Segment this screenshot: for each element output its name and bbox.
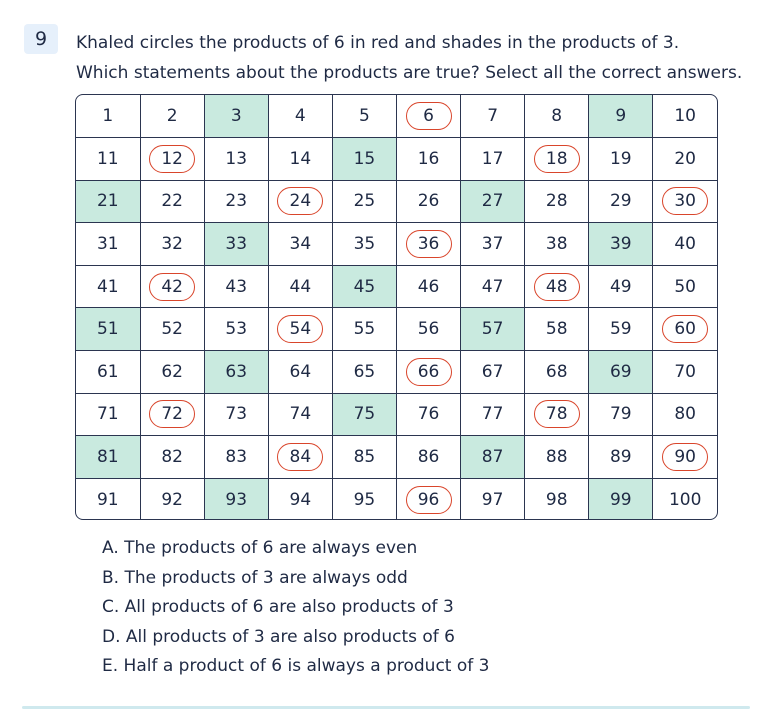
grid-cell (204, 138, 268, 181)
grid-cell (76, 436, 140, 479)
grid-number: 33 (225, 234, 248, 255)
grid-cell (268, 95, 332, 138)
grid-number: 40 (674, 234, 696, 255)
option-c[interactable]: C. All products of 6 are also products of 3 (102, 597, 454, 617)
grid-cell (461, 308, 525, 351)
grid-number: 15 (353, 148, 376, 169)
circled-number: 30 (662, 187, 708, 215)
grid-row (76, 351, 717, 394)
grid-number: 28 (545, 191, 568, 212)
grid-number: 56 (417, 319, 440, 340)
grid-number: 17 (481, 148, 504, 169)
grid-number: 16 (417, 148, 440, 169)
circled-number: 54 (277, 315, 323, 343)
grid-cell (461, 223, 525, 266)
grid-row (76, 436, 717, 479)
grid-cell (589, 393, 653, 436)
grid-number: 14 (289, 148, 312, 169)
grid-number: 65 (353, 361, 376, 382)
grid-cell (76, 308, 140, 351)
grid-number: 97 (481, 489, 504, 510)
grid-number: 51 (96, 319, 119, 340)
grid-number: 41 (96, 276, 119, 297)
hundred-square (75, 94, 718, 520)
grid-cell (589, 223, 653, 266)
grid-row (76, 265, 717, 308)
grid-number: 50 (674, 276, 696, 297)
grid-cell (396, 351, 460, 394)
question-line-2: Which statements about the products are true? Select all the correct answers. (76, 63, 743, 83)
grid-cell (525, 138, 589, 181)
grid-row (76, 308, 717, 351)
grid-cell (653, 393, 717, 436)
grid-row (76, 95, 717, 138)
grid-cell (653, 95, 717, 138)
option-b[interactable]: B. The products of 3 are always odd (102, 567, 408, 588)
circled-number: 84 (277, 443, 323, 471)
grid-cell (268, 265, 332, 308)
grid-cell (204, 308, 268, 351)
circled-number: 96 (406, 486, 452, 514)
grid-cell (461, 138, 525, 181)
grid-number: 59 (609, 319, 632, 340)
grid-number: 69 (609, 361, 632, 382)
grid-number: 46 (417, 276, 440, 297)
grid-cell (140, 393, 204, 436)
grid-cell (653, 223, 717, 266)
grid-cell (589, 436, 653, 479)
grid-cell (76, 223, 140, 266)
grid-number: 9 (615, 106, 627, 127)
circled-number: 48 (534, 273, 580, 301)
grid-cell (332, 308, 396, 351)
grid-number: 43 (225, 276, 248, 297)
grid-row (76, 223, 717, 266)
grid-cell (525, 436, 589, 479)
grid-row (76, 180, 717, 223)
grid-number: 26 (417, 191, 440, 212)
question-stem (76, 28, 766, 88)
grid-number: 75 (353, 404, 376, 425)
grid-cell (525, 351, 589, 394)
grid-cell (76, 180, 140, 223)
grid-number: 27 (481, 191, 504, 212)
grid-cell (204, 478, 268, 520)
grid-number: 83 (225, 447, 248, 468)
grid-cell (396, 138, 460, 181)
grid-cell (332, 95, 396, 138)
circled-number: 90 (662, 443, 708, 471)
grid-number: 71 (96, 404, 119, 425)
grid-cell (332, 393, 396, 436)
grid-number: 1 (102, 106, 114, 127)
grid-number: 67 (481, 361, 504, 382)
question-number: 9 (34, 28, 48, 50)
grid-cell (140, 478, 204, 520)
circled-number: 78 (534, 400, 580, 428)
grid-cell (140, 138, 204, 181)
grid-cell (653, 308, 717, 351)
grid-number: 8 (551, 106, 563, 127)
grid-cell (589, 95, 653, 138)
answer-options (102, 534, 489, 682)
grid-cell (396, 478, 460, 520)
grid-number: 2 (166, 106, 178, 127)
grid-cell (396, 180, 460, 223)
grid-number: 25 (353, 191, 376, 212)
grid-cell (140, 223, 204, 266)
grid-number: 85 (353, 447, 376, 468)
grid-cell (268, 308, 332, 351)
grid-number: 63 (225, 361, 248, 382)
grid-cell (268, 223, 332, 266)
grid-cell (396, 308, 460, 351)
grid-number: 77 (481, 404, 504, 425)
grid-number: 3 (230, 106, 242, 127)
grid-cell (653, 478, 717, 520)
grid-cell (332, 436, 396, 479)
grid-number: 80 (674, 404, 696, 425)
grid-number: 4 (294, 106, 306, 127)
grid-cell (76, 265, 140, 308)
grid-cell (76, 95, 140, 138)
grid-cell (140, 436, 204, 479)
grid-cell (140, 265, 204, 308)
circled-number: 6 (406, 102, 452, 130)
grid-cell (525, 478, 589, 520)
grid-cell (589, 138, 653, 181)
grid-number: 10 (674, 106, 696, 127)
grid-number: 47 (481, 276, 504, 297)
grid-number: 19 (609, 148, 632, 169)
grid-cell (589, 265, 653, 308)
grid-cell (268, 436, 332, 479)
grid-cell (525, 223, 589, 266)
grid-cell (525, 265, 589, 308)
grid-cell (268, 478, 332, 520)
grid-cell (76, 393, 140, 436)
grid-number: 73 (225, 404, 248, 425)
grid-number: 62 (161, 361, 183, 382)
option-d[interactable]: D. All products of 3 are also products of 6 (102, 626, 455, 647)
grid-cell (525, 180, 589, 223)
grid-number: 89 (609, 447, 632, 468)
grid-row (76, 138, 717, 181)
grid-cell (332, 351, 396, 394)
grid-number: 45 (353, 276, 376, 297)
grid-cell (332, 180, 396, 223)
grid-number: 11 (96, 148, 119, 169)
grid-cell (140, 351, 204, 394)
grid-cell (396, 223, 460, 266)
grid-number: 29 (609, 191, 632, 212)
grid-number: 79 (609, 404, 632, 425)
option-e[interactable]: E. Half a product of 6 is always a product of 3 (102, 656, 490, 676)
grid-number: 58 (545, 319, 568, 340)
circled-number: 42 (149, 273, 195, 301)
grid-number: 31 (96, 234, 119, 255)
grid-cell (204, 393, 268, 436)
grid-cell (653, 138, 717, 181)
grid-number: 98 (545, 489, 568, 510)
grid-cell (140, 308, 204, 351)
grid-number: 39 (609, 234, 632, 255)
grid-cell (396, 265, 460, 308)
grid-cell (204, 436, 268, 479)
hundred-square-table (76, 95, 717, 520)
grid-cell (653, 265, 717, 308)
grid-cell (204, 351, 268, 394)
grid-number: 81 (96, 447, 119, 468)
grid-number: 53 (225, 319, 248, 340)
grid-number: 34 (289, 234, 312, 255)
grid-number: 22 (161, 191, 183, 212)
question-number-badge (24, 24, 58, 54)
grid-cell (140, 95, 204, 138)
grid-number: 93 (225, 489, 248, 510)
circled-number: 18 (534, 145, 580, 173)
grid-cell (396, 393, 460, 436)
grid-number: 70 (674, 361, 696, 382)
circled-number: 12 (149, 145, 195, 173)
circled-number: 66 (406, 358, 452, 386)
grid-cell (525, 308, 589, 351)
grid-cell (525, 95, 589, 138)
grid-cell (268, 138, 332, 181)
grid-number: 82 (161, 447, 183, 468)
grid-number: 74 (289, 404, 312, 425)
grid-number: 32 (161, 234, 183, 255)
circled-number: 72 (149, 400, 195, 428)
grid-cell (332, 223, 396, 266)
grid-cell (653, 436, 717, 479)
grid-number: 91 (96, 489, 119, 510)
grid-number: 100 (668, 489, 702, 510)
grid-cell (76, 138, 140, 181)
grid-cell (204, 223, 268, 266)
grid-cell (461, 180, 525, 223)
grid-cell (332, 138, 396, 181)
grid-number: 13 (225, 148, 248, 169)
grid-number: 76 (417, 404, 440, 425)
grid-number: 21 (96, 191, 119, 212)
grid-number: 5 (359, 106, 370, 127)
grid-number: 99 (609, 489, 632, 510)
grid-number: 92 (161, 489, 183, 510)
option-a[interactable]: A. The products of 6 are always even (102, 538, 418, 558)
grid-cell (461, 95, 525, 138)
grid-cell (525, 393, 589, 436)
grid-number: 7 (487, 106, 499, 127)
question-line-1: Khaled circles the products of 6 in red and shades in the products of 3. (76, 33, 680, 53)
grid-number: 38 (545, 234, 568, 255)
grid-cell (268, 351, 332, 394)
grid-cell (653, 351, 717, 394)
grid-number: 86 (417, 447, 440, 468)
grid-cell (589, 180, 653, 223)
grid-number: 55 (353, 319, 376, 340)
grid-cell (268, 180, 332, 223)
grid-number: 68 (545, 361, 568, 382)
grid-number: 52 (161, 319, 183, 340)
grid-cell (461, 393, 525, 436)
grid-number: 95 (353, 489, 376, 510)
grid-cell (396, 436, 460, 479)
grid-cell (589, 308, 653, 351)
grid-number: 35 (353, 234, 376, 255)
grid-number: 20 (674, 148, 696, 169)
grid-cell (589, 478, 653, 520)
grid-number: 94 (289, 489, 312, 510)
grid-number: 88 (545, 447, 568, 468)
grid-cell (204, 265, 268, 308)
grid-cell (268, 393, 332, 436)
grid-cell (589, 351, 653, 394)
grid-number: 87 (481, 447, 504, 468)
bottom-divider (22, 706, 750, 709)
grid-number: 37 (481, 234, 504, 255)
grid-number: 61 (96, 361, 119, 382)
grid-number: 57 (481, 319, 504, 340)
grid-cell (140, 180, 204, 223)
grid-number: 44 (289, 276, 312, 297)
grid-cell (332, 478, 396, 520)
grid-cell (76, 478, 140, 520)
grid-cell (204, 180, 268, 223)
grid-cell (76, 351, 140, 394)
circled-number: 24 (277, 187, 323, 215)
grid-row (76, 393, 717, 436)
grid-cell (332, 265, 396, 308)
grid-cell (461, 436, 525, 479)
grid-row (76, 478, 717, 520)
grid-cell (396, 95, 460, 138)
grid-cell (461, 351, 525, 394)
circled-number: 36 (406, 230, 452, 258)
grid-cell (461, 478, 525, 520)
grid-cell (461, 265, 525, 308)
grid-number: 49 (609, 276, 632, 297)
grid-cell (204, 95, 268, 138)
circled-number: 60 (662, 315, 708, 343)
grid-number: 64 (289, 361, 312, 382)
grid-number: 23 (225, 191, 248, 212)
grid-cell (653, 180, 717, 223)
